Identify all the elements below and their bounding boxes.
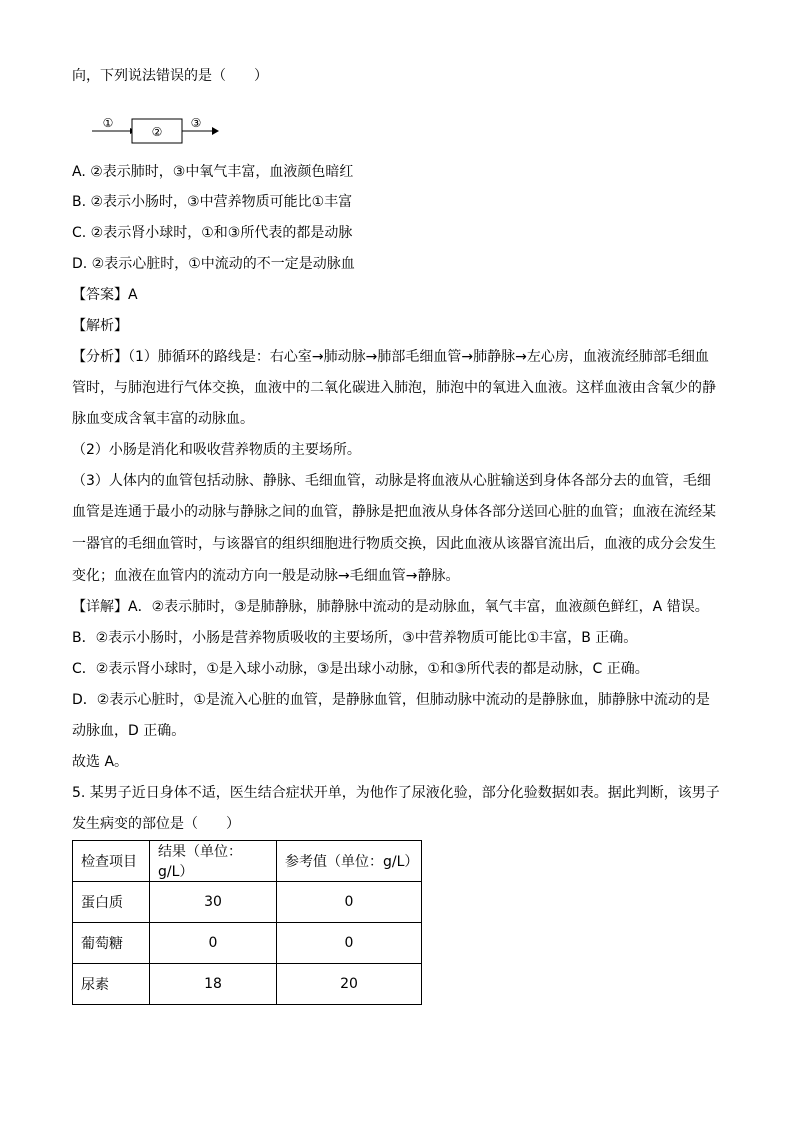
analysis-line-8: 变化；血液在血管内的流动方向一般是动脉→毛细血管→静脉。 <box>72 568 460 584</box>
detail-text-1: A．②表示肺时，③是肺静脉，肺静脉中流动的是动脉血，氧气丰富，血液颜色鲜红，A 错误。 <box>128 599 709 615</box>
conclusion: 故选 A。 <box>72 754 129 770</box>
analysis-line-4: （2）小肠是消化和吸收营养物质的主要场所。 <box>72 442 361 458</box>
analysis-line-6: 血管是连通于最小的动脉与静脉之间的血管，静脉是把血液从身体各部分送回心脏的血管；血液在流经某 <box>72 504 716 520</box>
table-cell: 尿素 <box>73 964 150 1005</box>
detail-line-3: C．②表示肾小球时，①是入球小动脉，③是出球小动脉，①和③所代表的都是动脉，C 正确。 <box>72 661 649 677</box>
question-5-line-1: 5. 某男子近日身体不适，医生结合症状开单，为他作了尿液化验，部分化验数据如表。据此判断，该男子 <box>72 785 720 801</box>
flow-diagram <box>92 110 232 150</box>
analysis-line-3: 脉血变成含氧丰富的动脉血。 <box>72 411 254 427</box>
detail-line-4: D．②表示心脏时，①是流入心脏的血管，是静脉血管，但肺动脉中流动的是静脉血，肺静脉中流动的是 <box>72 692 710 708</box>
answer-value: A <box>128 287 138 303</box>
analysis-line-2: 管时，与肺泡进行气体交换，血液中的二氧化碳进入肺泡，肺泡中的氧进入血液。这样血液由含氧少的静 <box>72 380 716 396</box>
table-header: 结果（单位：g/L） <box>150 841 277 882</box>
label-3: ③ <box>190 116 202 130</box>
label-2: ② <box>151 125 163 139</box>
detail-tag: 【详解】 <box>72 599 128 615</box>
table-cell: 蛋白质 <box>73 882 150 923</box>
table-header: 检查项目 <box>73 841 150 882</box>
analysis-heading: 【解析】 <box>72 318 128 334</box>
table-cell: 葡萄糖 <box>73 923 150 964</box>
analysis-line-5: （3）人体内的血管包括动脉、静脉、毛细血管，动脉是将血液从心脏输送到身体各部分去的血管，毛细 <box>72 473 711 489</box>
table-row <box>73 964 422 1005</box>
answer-line <box>72 285 138 305</box>
analysis-tag: 【分析】 <box>72 349 128 365</box>
question-5-line-2: 发生病变的部位是（ ） <box>72 816 240 832</box>
option-c: C. ②表示肾小球时，①和③所代表的都是动脉 <box>72 225 353 241</box>
table-row <box>73 882 422 923</box>
table-cell: 0 <box>150 923 277 964</box>
option-a: A. ②表示肺时，③中氧气丰富，血液颜色暗红 <box>72 164 354 180</box>
table-cell: 20 <box>277 964 422 1005</box>
question-intro: 向，下列说法错误的是（ ） <box>72 68 268 84</box>
option-b: B. ②表示小肠时，③中营养物质可能比①丰富 <box>72 194 353 210</box>
table-cell: 0 <box>277 923 422 964</box>
table-header-row <box>73 841 422 882</box>
answer-tag: 【答案】 <box>72 287 128 303</box>
analysis-line-7: 一器官的毛细血管时，与该器官的组织细胞进行物质交换，因此血液从该器官流出后，血液的成分会发生 <box>72 536 716 552</box>
detail-line-2: B．②表示小肠时，小肠是营养物质吸收的主要场所，③中营养物质可能比①丰富，B 正确。 <box>72 630 638 646</box>
detail-line-1 <box>72 597 709 617</box>
table-cell: 18 <box>150 964 277 1005</box>
table-row <box>73 923 422 964</box>
analysis-line-1 <box>72 347 709 367</box>
option-d: D. ②表示心脏时，①中流动的不一定是动脉血 <box>72 256 355 272</box>
analysis-text-1: （1）肺循环的路线是：右心室→肺动脉→肺部毛细血管→肺静脉→左心房，血液流经肺部毛细血 <box>128 349 709 365</box>
table-header: 参考值（单位：g/L） <box>277 841 422 882</box>
lab-results-table <box>72 840 422 1005</box>
right-arrowhead <box>212 127 219 135</box>
detail-line-5: 动脉血，D 正确。 <box>72 723 186 739</box>
table-cell: 30 <box>150 882 277 923</box>
table-cell: 0 <box>277 882 422 923</box>
label-1: ① <box>102 116 114 130</box>
